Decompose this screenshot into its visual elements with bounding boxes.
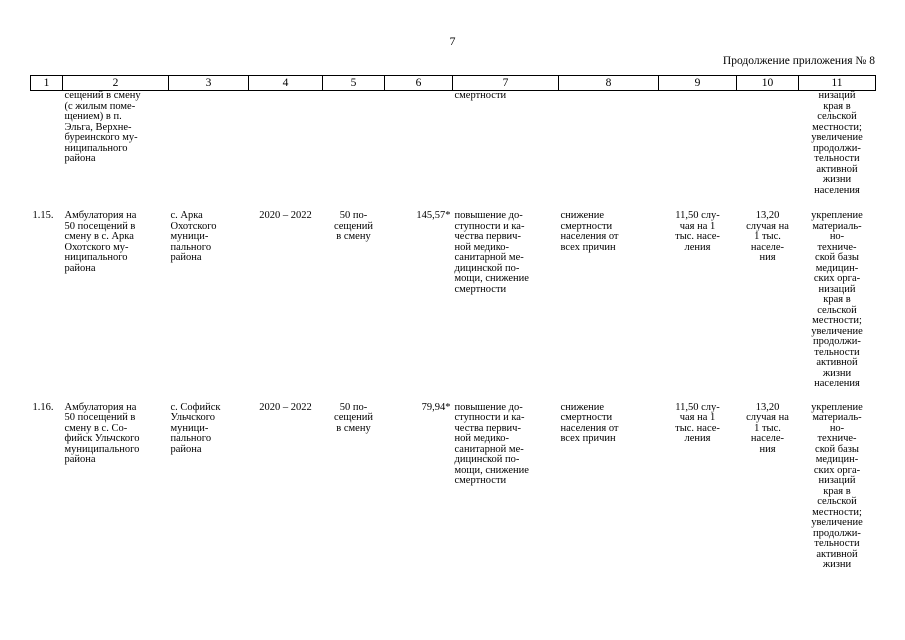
table-row — [31, 208, 876, 400]
capacity-cell: 50 по- сещений в смену — [333, 210, 374, 242]
object-name-cell: сещений в смену (с жилым поме- щением) в п. Эльга, Верхне- буреинского му- ниципального района — [64, 90, 141, 164]
capacity-cell: 50 по- сещений в смену — [333, 401, 374, 434]
header-row — [31, 76, 876, 91]
column-header: 7 — [453, 76, 559, 91]
column-header: 9 — [659, 76, 737, 91]
value1-cell: 11,50 слу- чая на 1 тыс. насе- ления — [675, 401, 720, 444]
column-header: 10 — [737, 76, 799, 91]
row-number-cell: 1.15. — [32, 210, 54, 221]
column-header: 4 — [249, 76, 323, 91]
column-header: 2 — [63, 76, 169, 91]
indicator-cell: снижение смертности населения от всех причин — [560, 401, 619, 444]
continuation-label: Продолжение приложения № 8 — [722, 55, 875, 67]
table-row-continuation — [31, 91, 876, 209]
column-header: 6 — [385, 76, 453, 91]
location-cell: с. Софийск Ульчского муници- пального района — [170, 401, 221, 455]
effect-cell: укрепление материаль- но- техниче- ской базы медицин- ских орга- низаций края в сельской местности; увеличение продолжи- тельности активной жизни — [811, 401, 863, 570]
value2-cell: 13,20 случая на 1 тыс. населе- ния — [746, 401, 789, 455]
column-header: 8 — [559, 76, 659, 91]
column-header: 3 — [169, 76, 249, 91]
period-cell: 2020 – 2022 — [259, 210, 312, 221]
result-cell: смертности — [454, 90, 507, 101]
object-name-cell: Амбулатория на 50 посещений в смену в с. Арка Охотского му- ниципального района — [64, 210, 137, 274]
row-number-cell: 1.16. — [32, 401, 54, 413]
value2-cell: 13,20 случая на 1 тыс. населе- ния — [746, 210, 789, 263]
period-cell: 2020 – 2022 — [259, 401, 312, 413]
appendix-table — [30, 75, 876, 581]
location-cell: с. Арка Охотского муници- пального района — [170, 210, 217, 263]
indicator-cell: снижение смертности населения от всех причин — [560, 210, 619, 253]
value1-cell: 11,50 слу- чая на 1 тыс. насе- ления — [675, 210, 720, 253]
column-header: 5 — [323, 76, 385, 91]
effect-cell: укрепление материаль- но- техниче- ской базы медицин- ских орга- низаций края в сельской местности; увеличение продолжи- тельности активной жизни населения — [811, 210, 863, 389]
cost-cell: 145,57* — [416, 210, 451, 221]
object-name-cell: Амбулатория на 50 посещений в смену в с. Со- фийск Ульчского муниципального района — [64, 401, 140, 465]
table-row — [31, 400, 876, 581]
effect-cell: низаций края в сельской местности; увеличение продолжи- тельности активной жизни населения — [811, 90, 863, 196]
page-number: 7 — [449, 34, 456, 48]
result-cell: повышение до- ступности и ка- чества первич- ной медико- санитарной ме- дицинской по- мощи, снижение смертности — [454, 401, 529, 486]
column-header: 11 — [799, 76, 876, 91]
cost-cell: 79,94* — [421, 401, 451, 413]
result-cell: повышение до- ступности и ка- чества первич- ной медико- санитарной ме- дицинской по- мощи, снижение смертности — [454, 210, 529, 295]
column-header: 1 — [31, 76, 63, 91]
